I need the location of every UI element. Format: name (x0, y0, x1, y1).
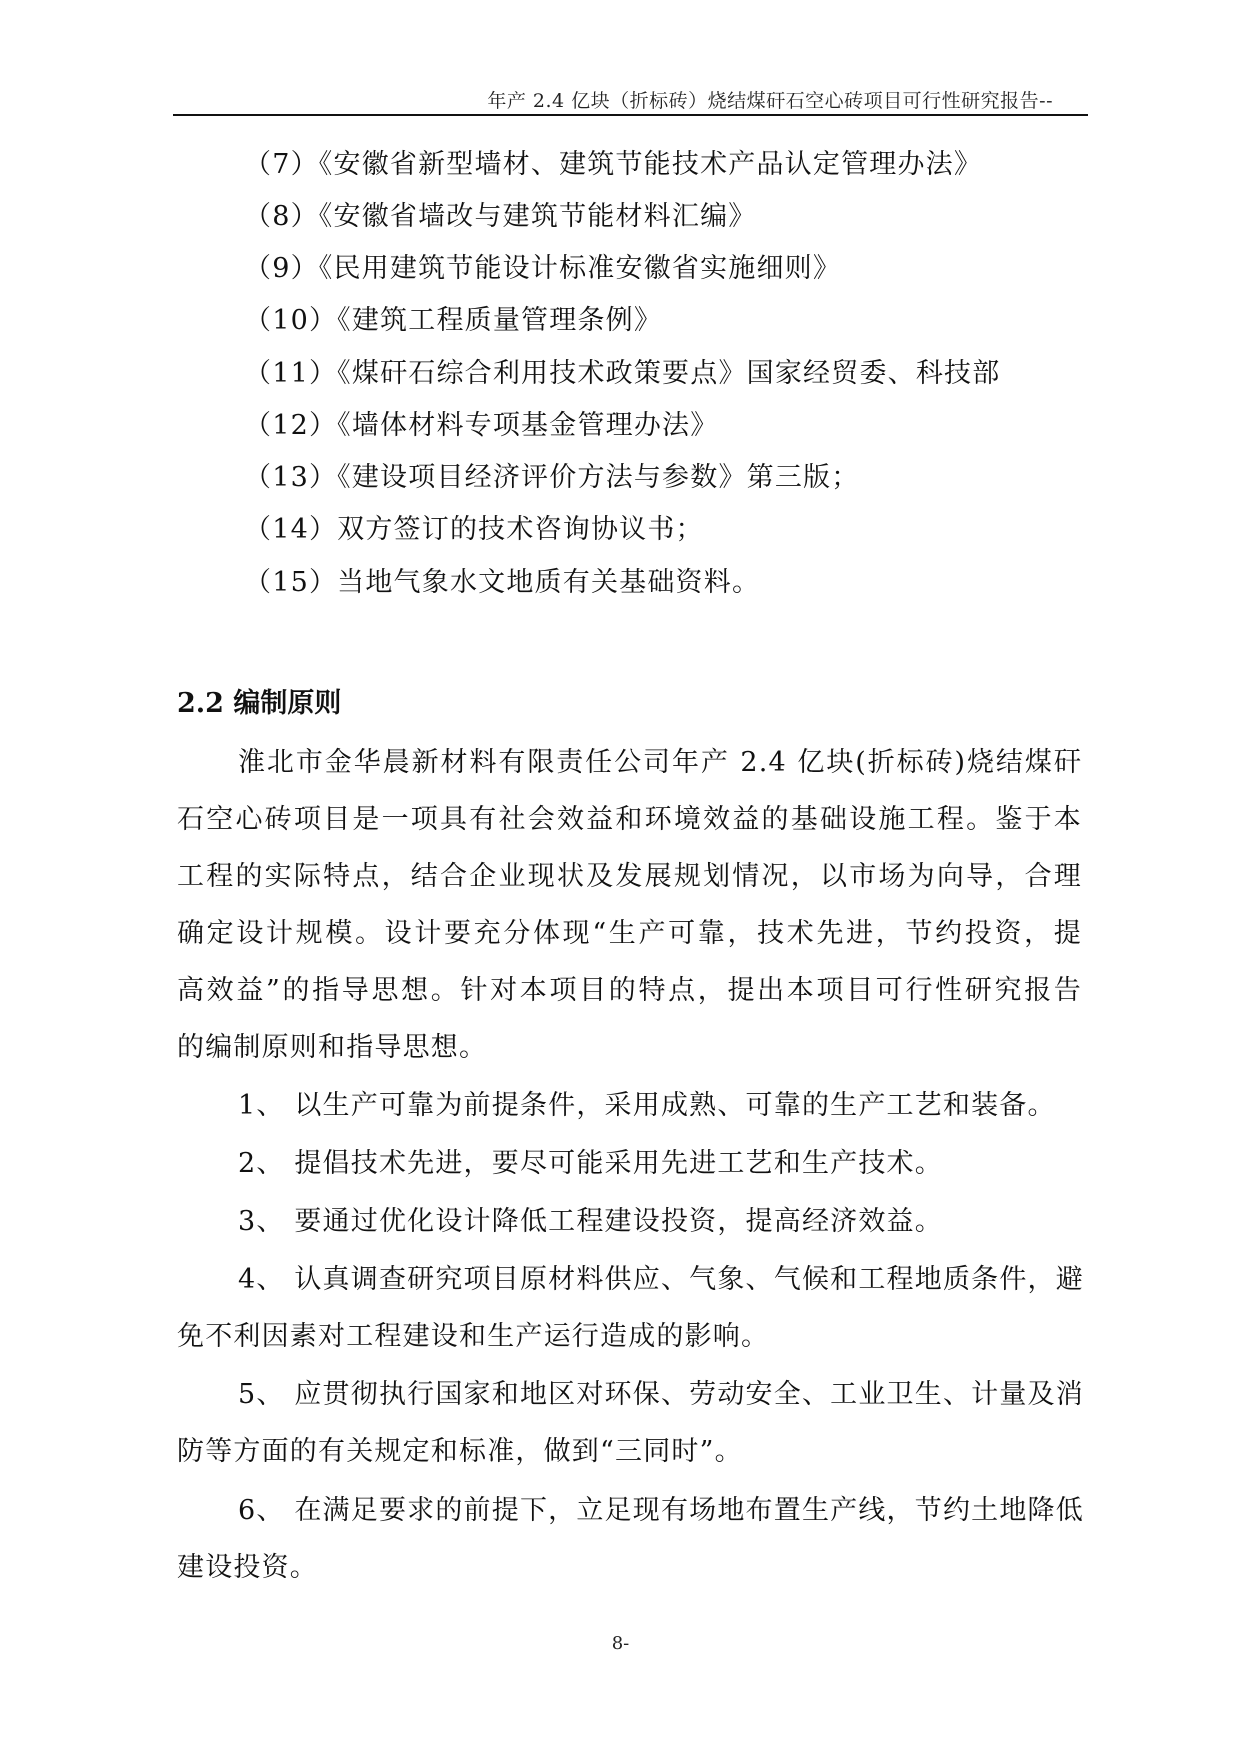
running-header: 年产 2.4 亿块（折标砖）烧结煤矸石空心砖项目可行性研究报告-- (487, 90, 1053, 112)
reference-item: （15）当地气象水文地质有关基础资料。 (244, 567, 761, 598)
paragraph-line: 淮北市金华晨新材料有限责任公司年产 2.4 亿块(折标砖)烧结煤矸 (238, 747, 1082, 778)
section-heading: 2.2 编制原则 (177, 688, 342, 719)
paragraph-line: 工程的实际特点，结合企业现状及发展规划情况，以市场为向导，合理 (177, 861, 1082, 892)
principle-item-continuation: 建设投资。 (177, 1552, 318, 1583)
principle-item-continuation: 免不利因素对工程建设和生产运行造成的影响。 (177, 1321, 770, 1352)
reference-item: （8）《安徽省墙改与建筑节能材料汇编》 (244, 201, 757, 232)
principle-item: 5、 应贯彻执行国家和地区对环保、劳动安全、工业卫生、计量及消 (238, 1379, 1084, 1410)
principle-item-continuation: 防等方面的有关规定和标准，做到“三同时”。 (177, 1436, 743, 1467)
reference-item: （13）《建设项目经济评价方法与参数》第三版； (244, 462, 860, 493)
reference-item: （10）《建筑工程质量管理条例》 (244, 305, 663, 336)
reference-item: （12）《墙体材料专项基金管理办法》 (244, 410, 719, 441)
reference-item: （14）双方签订的技术咨询协议书； (244, 514, 704, 545)
principle-item: 6、 在满足要求的前提下，立足现有场地布置生产线，节约土地降低 (238, 1495, 1084, 1526)
paragraph-line: 确定设计规模。设计要充分体现“生产可靠，技术先进，节约投资，提 (177, 918, 1082, 949)
principle-item: 2、 提倡技术先进，要尽可能采用先进工艺和生产技术。 (238, 1148, 943, 1179)
paragraph-line: 石空心砖项目是一项具有社会效益和环境效益的基础设施工程。鉴于本 (177, 804, 1082, 835)
reference-item: （7）《安徽省新型墙材、建筑节能技术产品认定管理办法》 (244, 149, 983, 180)
reference-item: （11）《煤矸石综合利用技术政策要点》国家经贸委、科技部 (244, 358, 1001, 389)
paragraph-line: 高效益”的指导思想。针对本项目的特点，提出本项目可行性研究报告 (177, 975, 1082, 1006)
reference-item: （9）《民用建筑节能设计标准安徽省实施细则》 (244, 253, 842, 284)
page-number: 8- (611, 1633, 630, 1654)
principle-item: 4、 认真调查研究项目原材料供应、气象、气候和工程地质条件，避 (238, 1264, 1084, 1295)
header-rule (173, 114, 1088, 116)
paragraph-line: 的编制原则和指导思想。 (177, 1032, 488, 1063)
principle-item: 1、 以生产可靠为前提条件，采用成熟、可靠的生产工艺和装备。 (238, 1090, 1056, 1121)
principle-item: 3、 要通过优化设计降低工程建设投资，提高经济效益。 (238, 1206, 943, 1237)
